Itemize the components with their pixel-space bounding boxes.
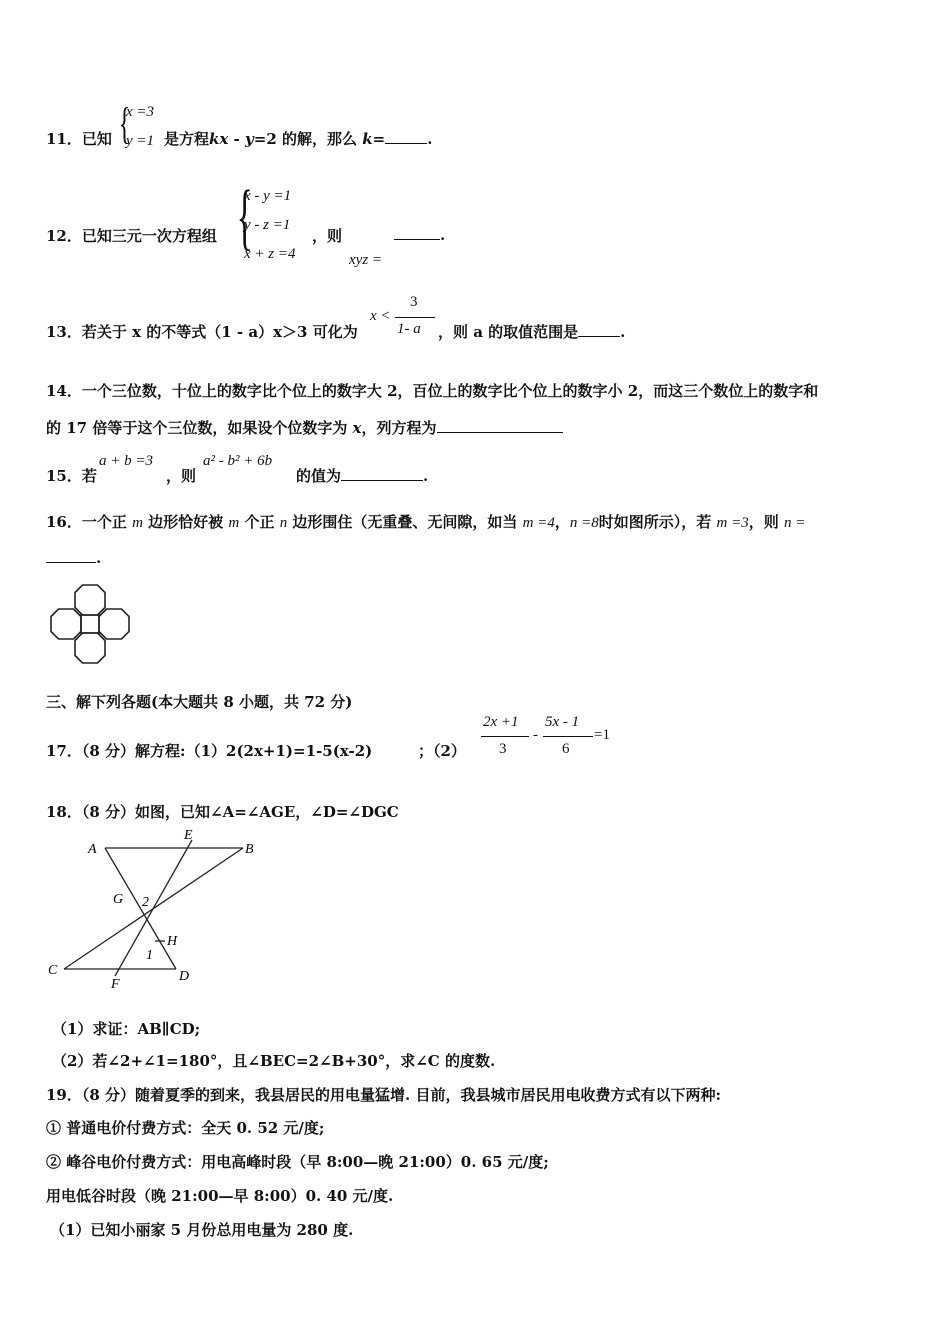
q19-line1: 19．（8 分）随着夏季的到来，我县居民的用电量猛增. 目前，我县城市居民用电收费方式有以下两种:: [46, 1086, 722, 1104]
center-square: [81, 615, 99, 633]
q19-line3: ② 峰谷电价付费方式：用电高峰时段（早 8:00—晚 21:00）0. 65 元/度;: [46, 1153, 549, 1171]
q14-line1: 14．一个三位数，十位上的数字比个位上的数字大 2，百位上的数字比个位上的数字小 2，而这三个数位上的数字和: [46, 382, 819, 400]
q12-eq1: x - y =1: [244, 188, 292, 204]
label-2: 2: [142, 895, 149, 910]
q13-fraction-bar: [395, 317, 435, 318]
q13-den: 1- a: [397, 321, 421, 337]
q17-f1-den: 3: [499, 741, 507, 757]
segment-BC: [64, 848, 243, 969]
q18-sub2: （2）若∠2+∠1=180°，且∠BEC=2∠B+30°，求∠C 的度数.: [52, 1052, 496, 1070]
q16-text: 16．一个正 m 边形恰好被 m 个正 n 边形围住（无重叠、无间隙，如当 m =4，n =8时如图所示），若 m =3，则 n =: [46, 513, 806, 531]
q19-line4: 用电低谷时段（晚 21:00—早 8:00）0. 40 元/度.: [46, 1187, 394, 1205]
q17-rhs: =1: [594, 727, 610, 743]
q15-then: ，则: [166, 467, 197, 485]
q17-sep: ；（2）: [418, 742, 466, 760]
q17-f2-bar: [543, 736, 593, 737]
label-C: C: [48, 963, 58, 978]
q12-answer: .: [394, 225, 445, 244]
q11-eq1: x =3: [126, 104, 155, 120]
q15-label: 15．若: [46, 467, 97, 485]
q12-then: ，则: [312, 227, 343, 245]
q13-blank[interactable]: [578, 322, 620, 337]
q15-tail: 的值为 .: [296, 467, 429, 485]
q12-xyz: xyz =: [349, 252, 383, 268]
q17-f2-den: 6: [562, 741, 570, 757]
q19-line2: ① 普通电价付费方式：全天 0. 52 元/度;: [46, 1119, 325, 1137]
q12-eq3: x + z =4: [244, 246, 296, 262]
q14-line2: 的 17 倍等于这个三位数，如果设个位数字为 x，列方程为: [46, 417, 563, 438]
q15-blank[interactable]: [341, 466, 423, 481]
q14-blank[interactable]: [437, 418, 563, 433]
q13-text: 13．若关于 x 的不等式（1 - a）x＞3 可化为: [46, 323, 358, 341]
q18-text: 18．（8 分）如图，已知∠A=∠AGE，∠D=∠DGC: [46, 803, 399, 821]
q15-cond: a + b =3: [99, 453, 153, 469]
label-1: 1: [146, 948, 153, 963]
octagon-bottom: [75, 633, 105, 663]
q18-geometry-figure: [40, 822, 270, 997]
q11-blank[interactable]: [385, 129, 427, 144]
q15-expr: a² - b² + 6b: [203, 453, 273, 469]
label-A: A: [88, 842, 97, 857]
label-E: E: [184, 828, 193, 843]
q13-lhs: x <: [370, 308, 391, 324]
octagon-right: [99, 609, 129, 639]
label-D: D: [179, 969, 190, 984]
q17-text: 17．（8 分）解方程:（1）2(2x+1)=1-5(x-2): [46, 742, 373, 760]
q13-num: 3: [410, 294, 418, 310]
section-3-heading: 三、解下列各题(本大题共 8 小题，共 72 分): [46, 693, 353, 711]
label-F: F: [111, 977, 120, 992]
q17-f2-num: 5x - 1: [545, 714, 580, 730]
q12-blank[interactable]: [394, 225, 440, 240]
label-G: G: [113, 892, 124, 907]
segment-AD: [105, 848, 176, 969]
q12-brace: {: [236, 176, 253, 258]
q13-tail: ，则 a 的取值范围是 .: [438, 323, 626, 341]
q16-answer: .: [46, 548, 101, 567]
octagon-left: [51, 609, 81, 639]
label-H: H: [167, 934, 178, 949]
q16-blank[interactable]: [46, 548, 96, 563]
q17-f1-bar: [481, 736, 529, 737]
q16-octagon-figure: [48, 582, 132, 666]
q19-line5: （1）已知小丽家 5 月份总用电量为 280 度.: [50, 1221, 354, 1239]
q11-brace: {: [118, 99, 131, 148]
q17-f1-num: 2x +1: [483, 714, 519, 730]
q12-label: 12．已知三元一次方程组: [46, 227, 217, 245]
q12-eq2: y - z =1: [244, 217, 291, 233]
octagon-top: [75, 585, 105, 615]
q11-eq2: y =1: [126, 133, 155, 149]
q18-sub1: （1）求证：AB∥CD;: [52, 1020, 201, 1038]
q11-text: 是方程kx - y=2 的解，那么 k= .: [164, 130, 433, 148]
q17-minus: -: [533, 727, 538, 743]
label-B: B: [245, 842, 254, 857]
q11-label: 11．已知: [46, 130, 112, 148]
